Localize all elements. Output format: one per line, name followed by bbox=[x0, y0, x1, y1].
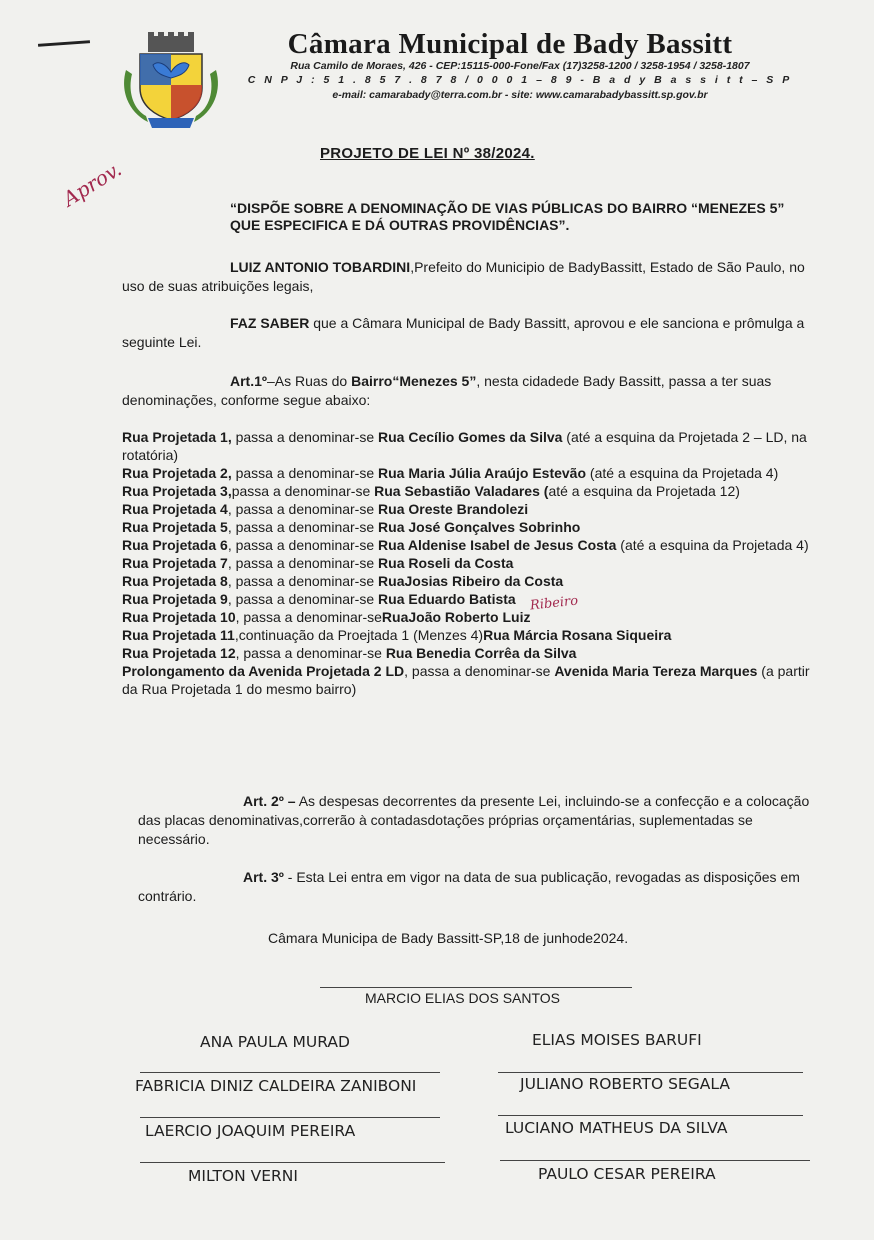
ementa: “DISPÕE SOBRE A DENOMINAÇÃO DE VIAS PÚBLICAS DO BAIRRO “MENEZES 5” QUE ESPECIFICA E DÁ OUTRAS PROVIDÊNCIAS”. bbox=[230, 200, 785, 233]
signature-line bbox=[498, 1072, 803, 1073]
street-entry: Rua Projetada 5, passa a denominar-se Rua José Gonçalves Sobrinho bbox=[122, 519, 581, 535]
signatory-name: LAERCIO JOAQUIM PEREIRA bbox=[145, 1122, 356, 1140]
street-entry: Rua Projetada 12, passa a denominar-se Rua Benedia Corrêa da Silva bbox=[122, 645, 577, 661]
signature-line bbox=[140, 1162, 445, 1163]
signature-line bbox=[140, 1117, 440, 1118]
chamber-address: Rua Camilo de Moraes, 426 - CEP:15115-000-Fone/Fax (17)3258-1200 / 3258-1954 / 3258-1807 bbox=[290, 60, 750, 72]
street-list bbox=[122, 428, 814, 698]
chamber-contact: e-mail: camarabady@terra.com.br - site: www.camarabadybassitt.sp.gov.br bbox=[332, 89, 708, 101]
signatory-name: MILTON VERNI bbox=[188, 1167, 298, 1185]
street-entry: Rua Projetada 3,passa a denominar-se Rua Sebastião Valadares (até a esquina da Projetada 12) bbox=[122, 483, 740, 499]
president-name: MARCIO ELIAS DOS SANTOS bbox=[365, 990, 561, 1006]
date-line: Câmara Municipa de Bady Bassitt-SP,18 de junhode2024. bbox=[268, 930, 629, 946]
street-entry: Rua Projetada 6, passa a denominar-se Rua Aldenise Isabel de Jesus Costa (até a esquina da Projetada 4) bbox=[122, 537, 809, 553]
article-1: Art.1º–As Ruas do Bairro“Menezes 5”, nesta cidadede Bady Bassitt, passa a ter suas denominações, conforme segue abaixo: bbox=[122, 373, 772, 408]
signature-line bbox=[498, 1115, 803, 1116]
pen-mark bbox=[38, 40, 90, 47]
signatory-name: LUCIANO MATHEUS DA SILVA bbox=[505, 1119, 728, 1137]
signatory-name: ANA PAULA MURAD bbox=[200, 1033, 350, 1051]
mayor-name: LUIZ ANTONIO TOBARDINI bbox=[230, 259, 411, 275]
article-3: Art. 3º - Esta Lei entra em vigor na data de sua publicação, revogadas as disposições em contrário. bbox=[138, 869, 800, 904]
chamber-cnpj: C N P J : 5 1 . 8 5 7 . 8 7 8 / 0 0 0 1 – 8 9 - B a d y B a s s i t t – S P bbox=[247, 74, 793, 86]
preamble-faz-saber: FAZ SABER que a Câmara Municipal de Bady Bassitt, aprovou e ele sanciona e prômulga a seguinte Lei. bbox=[122, 315, 805, 350]
signature-line bbox=[140, 1072, 440, 1073]
street-entry: Rua Projetada 7, passa a denominar-se Rua Roseli da Costa bbox=[122, 555, 514, 571]
signatory-name: PAULO CESAR PEREIRA bbox=[538, 1165, 716, 1183]
street-entry: Rua Projetada 2, passa a denominar-se Rua Maria Júlia Araújo Estevão (até a esquina da Projetada 4) bbox=[122, 465, 779, 481]
signature-line bbox=[320, 987, 632, 988]
signature-line bbox=[500, 1160, 810, 1161]
street-entry: Rua Projetada 10, passa a denominar-seRuaJoão Roberto Luiz bbox=[122, 609, 531, 625]
street-entry: Prolongamento da Avenida Projetada 2 LD, passa a denominar-se Avenida Maria Tereza Marques (a partir da Rua Projetada 1 do mesmo bairro) bbox=[122, 663, 810, 697]
article-2: Art. 2º – As despesas decorrentes da presente Lei, incluindo-se a confecção e a colocação das placas denominativas,correrão à contadasdotações próprias orçamentárias, suplementadas se necessário. bbox=[138, 793, 810, 847]
municipal-crest-icon bbox=[118, 30, 224, 130]
handwritten-ribeiro: Ribeiro bbox=[529, 593, 579, 614]
signatory-name: FABRICIA DINIZ CALDEIRA ZANIBONI bbox=[135, 1077, 417, 1095]
signatory-name: JULIANO ROBERTO SEGALA bbox=[520, 1075, 730, 1093]
signatory-name: ELIAS MOISES BARUFI bbox=[532, 1031, 702, 1049]
street-entry: Rua Projetada 8, passa a denominar-se RuaJosias Ribeiro da Costa bbox=[122, 573, 564, 589]
preamble-mayor: LUIZ ANTONIO TOBARDINI,Prefeito do Municipio de BadyBassitt, Estado de São Paulo, no uso de suas atribuições legais, bbox=[122, 259, 805, 294]
street-entry: Rua Projetada 4, passa a denominar-se Rua Oreste Brandolezi bbox=[122, 501, 529, 517]
street-entry: Rua Projetada 1, passa a denominar-se Rua Cecílio Gomes da Silva (até a esquina da Projetada 2 – LD, na rotatória) bbox=[122, 429, 807, 463]
handwritten-approval: Aprov. bbox=[58, 156, 126, 212]
project-title: PROJETO DE LEI Nº 38/2024. bbox=[320, 145, 535, 162]
street-entry: Rua Projetada 11,continuação da Proejtada 1 (Menzes 4)Rua Márcia Rosana Siqueira bbox=[122, 627, 672, 643]
street-entry: Rua Projetada 9, passa a denominar-se Rua Eduardo Batista bbox=[122, 591, 516, 607]
chamber-title: Câmara Municipal de Bady Bassitt bbox=[287, 28, 733, 60]
